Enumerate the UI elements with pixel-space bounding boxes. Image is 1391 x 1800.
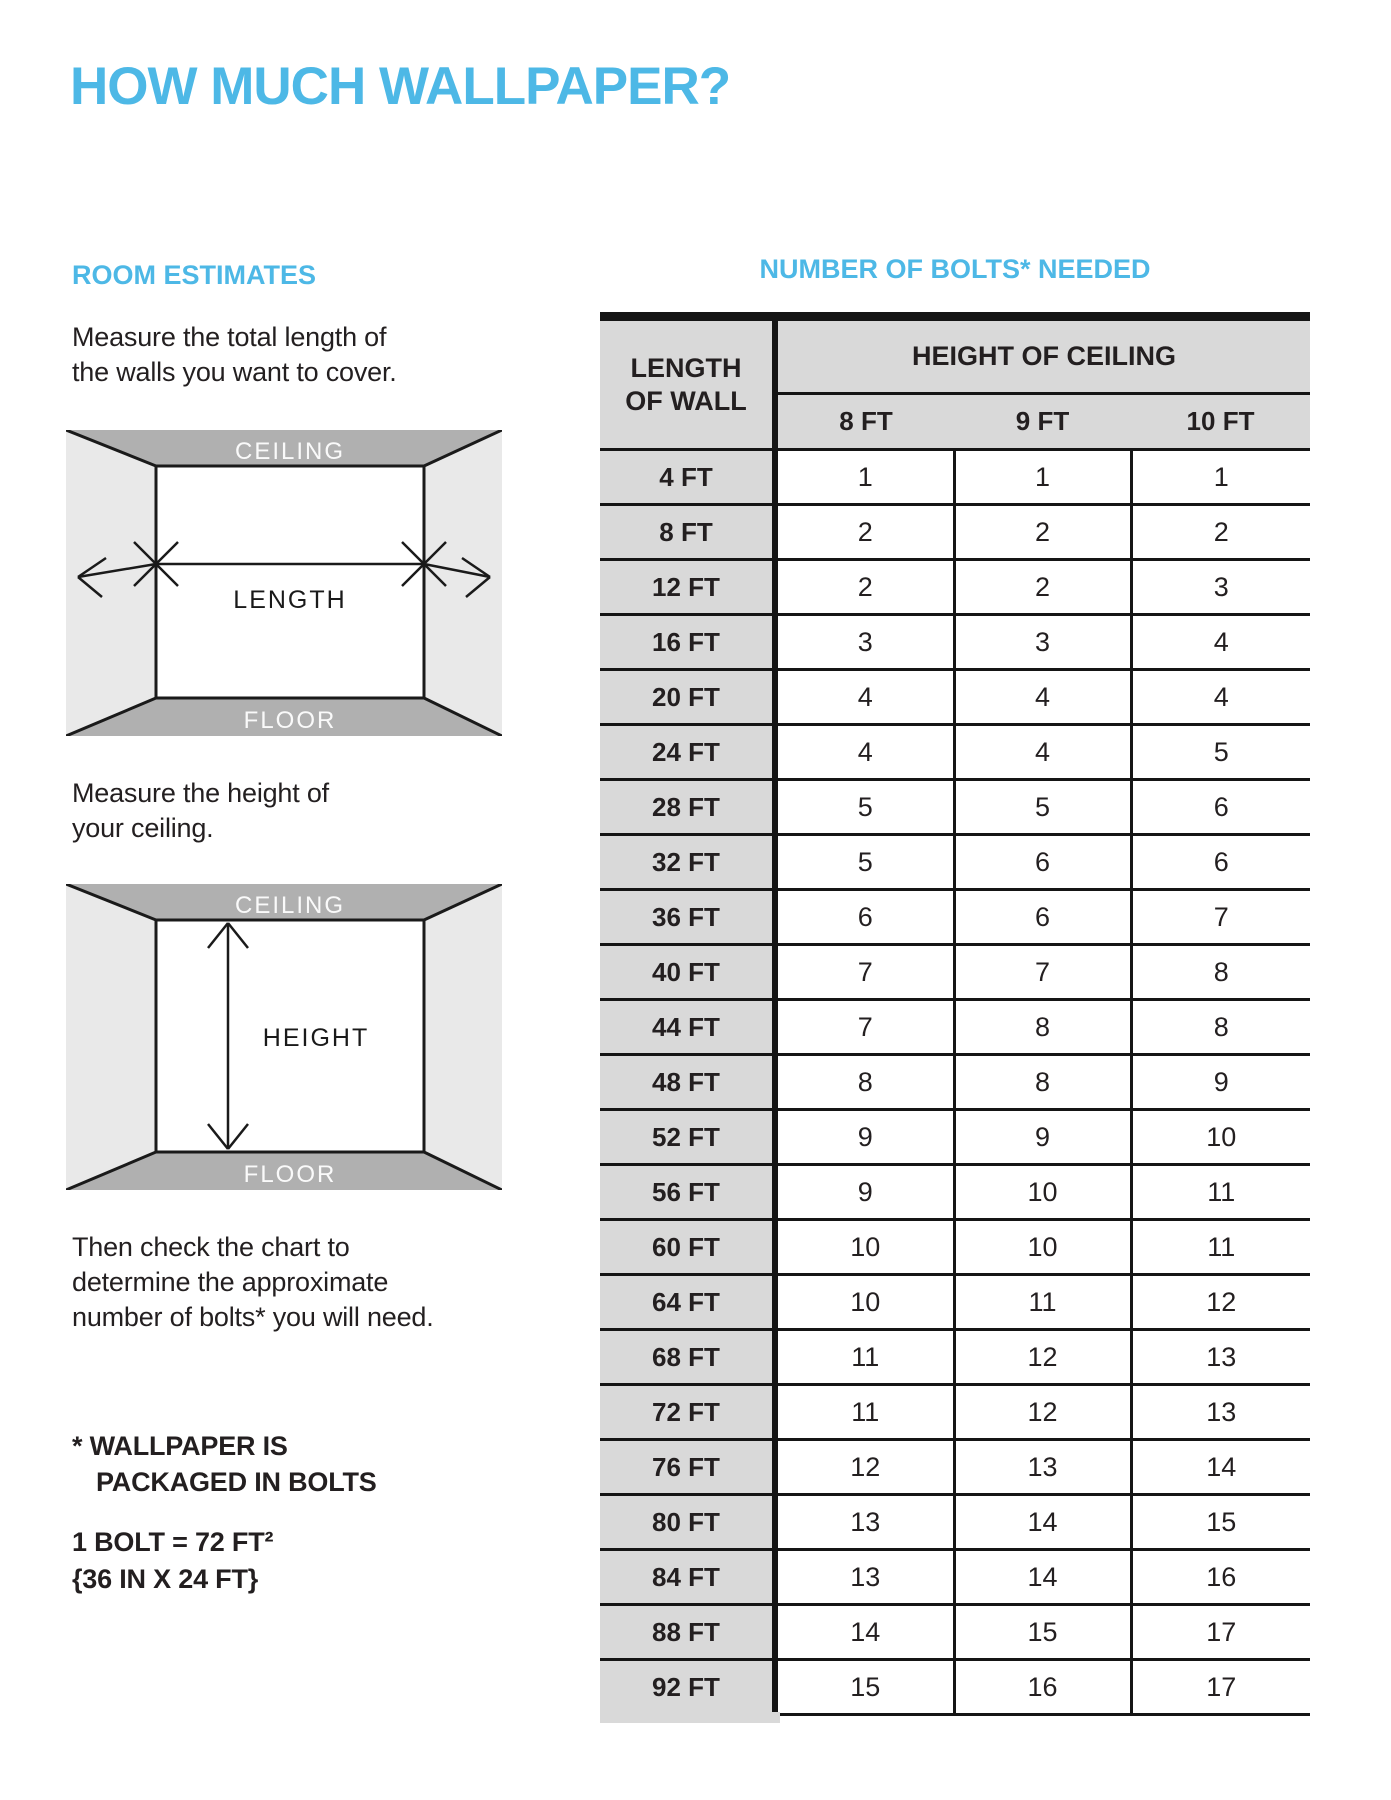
bolt-count-cell: 12 <box>954 1385 1131 1440</box>
row-header-wall-length: 12 FT <box>600 560 775 615</box>
bolt-equation: 1 BOLT = 72 FT² <box>72 1527 274 1557</box>
table-bottom-strip <box>600 1712 780 1723</box>
table-row <box>600 1385 1310 1440</box>
room-length-diagram <box>66 430 502 736</box>
row-header-wall-length: 32 FT <box>600 835 775 890</box>
bolt-count-cell: 3 <box>1131 560 1310 615</box>
bolt-count-cell: 14 <box>775 1605 954 1660</box>
bolt-count-cell: 11 <box>1131 1165 1310 1220</box>
bolt-count-cell: 11 <box>954 1275 1131 1330</box>
row-header-wall-length: 60 FT <box>600 1220 775 1275</box>
bolt-count-cell: 12 <box>954 1330 1131 1385</box>
height-label: HEIGHT <box>262 1024 370 1052</box>
bolt-count-cell: 7 <box>775 1000 954 1055</box>
bolt-count-cell: 6 <box>775 890 954 945</box>
footnote-line: PACKAGED IN BOLTS <box>96 1467 377 1497</box>
bolt-dimensions: {36 IN X 24 FT} <box>72 1564 259 1594</box>
bolt-count-cell: 6 <box>1131 780 1310 835</box>
col-header-10ft: 10 FT <box>1131 394 1310 450</box>
table-row <box>600 450 1310 505</box>
instruction-measure-length <box>72 320 397 390</box>
table-row <box>600 1275 1310 1330</box>
bolt-count-cell: 10 <box>775 1220 954 1275</box>
col-header-9ft: 9 FT <box>954 394 1131 450</box>
bolt-count-cell: 15 <box>1131 1495 1310 1550</box>
page-title: HOW MUCH WALLPAPER? <box>70 57 731 116</box>
bolt-count-cell: 10 <box>954 1165 1131 1220</box>
bolt-count-cell: 13 <box>954 1440 1131 1495</box>
row-group-header <box>600 317 775 450</box>
table-row <box>600 505 1310 560</box>
table-row <box>600 670 1310 725</box>
back-wall-surface <box>156 466 424 698</box>
bolt-count-cell: 7 <box>775 945 954 1000</box>
table-body <box>600 450 1310 1715</box>
right-wall-surface <box>424 884 502 1190</box>
row-header-wall-length: 20 FT <box>600 670 775 725</box>
bolts-table-heading: NUMBER OF BOLTS* NEEDED <box>759 254 1151 284</box>
bolt-count-cell: 5 <box>954 780 1131 835</box>
bolt-count-cell: 13 <box>775 1550 954 1605</box>
instruction-measure-height <box>72 776 329 846</box>
bolt-count-cell: 13 <box>775 1495 954 1550</box>
bolt-count-cell: 1 <box>1131 450 1310 505</box>
row-header-wall-length: 44 FT <box>600 1000 775 1055</box>
bolt-count-cell: 3 <box>775 615 954 670</box>
row-header-wall-length: 80 FT <box>600 1495 775 1550</box>
row-header-wall-length: 72 FT <box>600 1385 775 1440</box>
bolt-count-cell: 11 <box>1131 1220 1310 1275</box>
bolt-count-cell: 14 <box>954 1550 1131 1605</box>
row-header-wall-length: 16 FT <box>600 615 775 670</box>
table-row <box>600 1605 1310 1660</box>
table-row <box>600 1495 1310 1550</box>
row-header-wall-length: 4 FT <box>600 450 775 505</box>
table-row <box>600 1220 1310 1275</box>
bolt-count-cell: 16 <box>954 1660 1131 1715</box>
bolt-count-cell: 4 <box>775 670 954 725</box>
floor-label: FLOOR <box>243 707 337 734</box>
bolt-count-cell: 5 <box>1131 725 1310 780</box>
bolt-count-cell: 9 <box>1131 1055 1310 1110</box>
bolts-table <box>600 312 1310 1716</box>
bolt-count-cell: 9 <box>775 1165 954 1220</box>
bolt-count-cell: 8 <box>954 1055 1131 1110</box>
bolt-count-cell: 17 <box>1131 1605 1310 1660</box>
bolt-count-cell: 13 <box>1131 1385 1310 1440</box>
instruction-line: Measure the height of <box>72 778 329 808</box>
ceiling-label: CEILING <box>234 892 346 919</box>
row-header-wall-length: 56 FT <box>600 1165 775 1220</box>
bolt-count-cell: 2 <box>775 560 954 615</box>
right-wall-surface <box>424 430 502 736</box>
bolt-definition <box>72 1524 273 1598</box>
instruction-line: Then check the chart to <box>72 1232 350 1262</box>
bolt-count-cell: 10 <box>775 1275 954 1330</box>
row-group-header-line: OF WALL <box>625 385 747 416</box>
bolt-count-cell: 9 <box>775 1110 954 1165</box>
row-header-wall-length: 8 FT <box>600 505 775 560</box>
floor-label: FLOOR <box>243 1161 337 1188</box>
instruction-line: Measure the total length of <box>72 322 387 352</box>
table-row <box>600 890 1310 945</box>
instruction-check-chart <box>72 1230 434 1335</box>
table-row <box>600 1660 1310 1715</box>
row-header-wall-length: 36 FT <box>600 890 775 945</box>
row-header-wall-length: 68 FT <box>600 1330 775 1385</box>
bolt-count-cell: 7 <box>1131 890 1310 945</box>
bolt-count-cell: 14 <box>954 1495 1131 1550</box>
bolt-count-cell: 11 <box>775 1330 954 1385</box>
row-header-wall-length: 76 FT <box>600 1440 775 1495</box>
bolt-count-cell: 10 <box>954 1220 1131 1275</box>
instruction-line: the walls you want to cover. <box>72 357 397 387</box>
bolt-count-cell: 4 <box>1131 670 1310 725</box>
bolt-count-cell: 8 <box>1131 945 1310 1000</box>
table-row <box>600 1110 1310 1165</box>
bolt-count-cell: 15 <box>775 1660 954 1715</box>
left-wall-surface <box>66 884 156 1190</box>
table-row <box>600 725 1310 780</box>
bolt-count-cell: 6 <box>954 890 1131 945</box>
bolt-count-cell: 2 <box>775 505 954 560</box>
bolt-count-cell: 6 <box>1131 835 1310 890</box>
bolt-count-cell: 4 <box>775 725 954 780</box>
table-header-row <box>600 317 1310 394</box>
row-header-wall-length: 24 FT <box>600 725 775 780</box>
bolt-count-cell: 6 <box>954 835 1131 890</box>
bolt-count-cell: 8 <box>775 1055 954 1110</box>
table-row <box>600 945 1310 1000</box>
row-header-wall-length: 92 FT <box>600 1660 775 1715</box>
bolt-count-cell: 4 <box>1131 615 1310 670</box>
table-row <box>600 1550 1310 1605</box>
wallpaper-bolts-footnote <box>72 1428 377 1500</box>
bolt-count-cell: 2 <box>1131 505 1310 560</box>
row-group-header-line: LENGTH <box>630 352 742 383</box>
row-header-wall-length: 84 FT <box>600 1550 775 1605</box>
bolt-count-cell: 15 <box>954 1605 1131 1660</box>
bolt-count-cell: 9 <box>954 1110 1131 1165</box>
instruction-line: your ceiling. <box>72 813 214 843</box>
table-row <box>600 615 1310 670</box>
bolt-count-cell: 4 <box>954 725 1131 780</box>
bolt-count-cell: 7 <box>954 945 1131 1000</box>
ceiling-label: CEILING <box>234 438 346 465</box>
instruction-line: number of bolts* you will need. <box>72 1302 434 1332</box>
bolt-count-cell: 3 <box>954 615 1131 670</box>
bolt-count-cell: 8 <box>1131 1000 1310 1055</box>
table-row <box>600 835 1310 890</box>
bolt-count-cell: 17 <box>1131 1660 1310 1715</box>
bolt-count-cell: 12 <box>775 1440 954 1495</box>
row-header-wall-length: 64 FT <box>600 1275 775 1330</box>
bolt-count-cell: 1 <box>775 450 954 505</box>
bolt-count-cell: 2 <box>954 560 1131 615</box>
bolt-count-cell: 8 <box>954 1000 1131 1055</box>
room-height-diagram <box>66 884 502 1190</box>
table-row <box>600 1000 1310 1055</box>
bolt-count-cell: 2 <box>954 505 1131 560</box>
bolt-count-cell: 10 <box>1131 1110 1310 1165</box>
bolt-count-cell: 5 <box>775 835 954 890</box>
bolt-count-cell: 11 <box>775 1385 954 1440</box>
left-wall-surface <box>66 430 156 736</box>
bolts-table-container <box>600 312 1310 1716</box>
row-header-wall-length: 48 FT <box>600 1055 775 1110</box>
table-row <box>600 1055 1310 1110</box>
col-group-header: HEIGHT OF CEILING <box>775 317 1310 394</box>
col-header-8ft: 8 FT <box>775 394 954 450</box>
row-header-wall-length: 52 FT <box>600 1110 775 1165</box>
table-row <box>600 780 1310 835</box>
bolt-count-cell: 14 <box>1131 1440 1310 1495</box>
room-estimates-heading: ROOM ESTIMATES <box>72 260 317 290</box>
table-row <box>600 1440 1310 1495</box>
bolt-count-cell: 13 <box>1131 1330 1310 1385</box>
bolt-count-cell: 4 <box>954 670 1131 725</box>
bolt-count-cell: 12 <box>1131 1275 1310 1330</box>
row-header-wall-length: 28 FT <box>600 780 775 835</box>
instruction-line: determine the approximate <box>72 1267 389 1297</box>
bolt-count-cell: 16 <box>1131 1550 1310 1605</box>
table-row <box>600 1165 1310 1220</box>
length-label: LENGTH <box>233 586 347 614</box>
bolt-count-cell: 1 <box>954 450 1131 505</box>
row-header-wall-length: 88 FT <box>600 1605 775 1660</box>
bolt-count-cell: 5 <box>775 780 954 835</box>
footnote-line: * WALLPAPER IS <box>72 1431 288 1461</box>
table-row <box>600 1330 1310 1385</box>
table-row <box>600 560 1310 615</box>
row-header-wall-length: 40 FT <box>600 945 775 1000</box>
